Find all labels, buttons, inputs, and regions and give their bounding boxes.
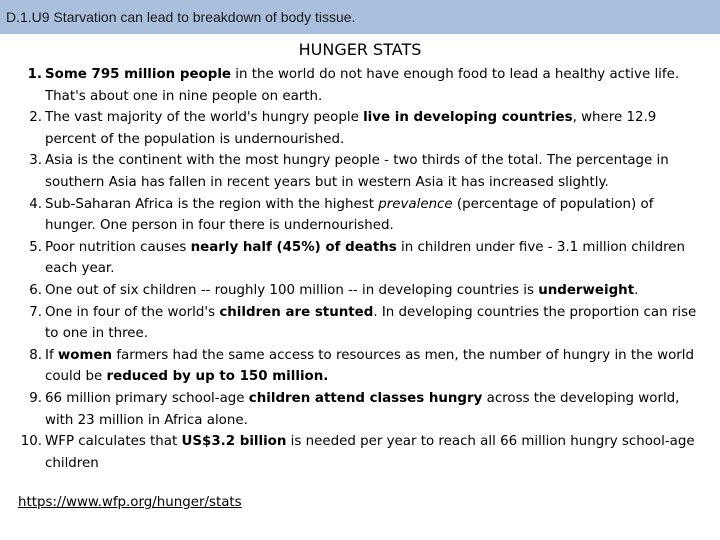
emphasis-text: women (57, 347, 113, 363)
body-text: . In developing countries the proportion can rise to one in three. (45, 304, 697, 342)
list-item-number: 2. (29, 110, 42, 126)
list-item-number: 1. (27, 67, 42, 82)
list-item (18, 150, 708, 193)
body-text: The vast majority of the world's hungry people (45, 110, 364, 126)
list-item-number: 6. (29, 282, 42, 298)
list-item (18, 107, 708, 150)
body-text: Sub-Saharan Africa is the region with the highest (45, 196, 379, 212)
body-text: 66 million primary school-age (45, 390, 249, 406)
list-item (18, 64, 708, 107)
header-bar (0, 0, 720, 34)
body-text: Asia is the continent with the most hungry people - two thirds of the total. The percentage in southern Asia has fallen in recent years but in western Asia it has increased slightly. (45, 153, 669, 190)
list-item-number: 3. (29, 153, 42, 169)
body-text: (percentage of population) of hunger. One person in four there is undernourished. (45, 196, 654, 234)
list-item (18, 280, 708, 302)
list-item (18, 302, 708, 345)
list-item (18, 431, 708, 474)
emphasis-text: children are stunted (219, 304, 374, 320)
italic-text: prevalence (378, 196, 453, 212)
emphasis-text: children attend classes hungry (248, 390, 483, 406)
list-item-text (45, 153, 669, 190)
emphasis-text: live in developing countries (363, 110, 573, 126)
body-text: is needed per year to reach all 66 million hungry school-age children (45, 434, 695, 471)
list-item-text (45, 348, 694, 385)
list-item-text (45, 240, 685, 277)
body-text: . (634, 282, 639, 298)
body-text: farmers had the same access to resources as men, the number of hungry in the world could be (45, 347, 695, 385)
list-item-number: 9. (29, 390, 42, 406)
list-item (18, 194, 708, 237)
list-item-text (45, 391, 679, 428)
list-item-number: 5. (29, 239, 42, 255)
slide-header: D.1.U9 Starvation can lead to breakdown of body tissue. (6, 9, 356, 25)
body-text: , where 12.9 percent of the population is undernourished. (45, 110, 657, 147)
list-item (18, 388, 708, 431)
emphasis-text: US$3.2 billion (181, 434, 287, 450)
list-item-text (45, 110, 656, 147)
source-link[interactable]: https://www.wfp.org/hunger/stats (18, 495, 242, 510)
emphasis-text: reduced by up to 150 million. (106, 369, 329, 385)
list-item-number: 7. (29, 304, 42, 320)
body-text: WFP calculates that (45, 434, 182, 450)
list-item-text (45, 283, 638, 298)
list-item-text (45, 197, 653, 234)
stats-list (18, 64, 708, 474)
body-text: One out of six children -- roughly 100 million -- in developing countries is (45, 282, 539, 298)
list-item (18, 345, 708, 388)
emphasis-text: Some 795 million people (45, 67, 231, 82)
emphasis-text: underweight (538, 282, 635, 298)
list-item-number: 4. (29, 196, 42, 212)
body-text: If (45, 347, 58, 363)
list-item-text (45, 434, 695, 471)
list-item-text (45, 305, 696, 342)
body-text: One in four of the world's (45, 304, 220, 320)
list-item-text (45, 67, 679, 104)
list-item (18, 237, 708, 280)
page-title: HUNGER STATS (298, 40, 422, 59)
body-text: Poor nutrition causes (45, 239, 191, 255)
body-text: in children under five - 3.1 million children each year. (45, 239, 686, 277)
list-item-number: 8. (29, 347, 42, 363)
emphasis-text: nearly half (45%) of deaths (190, 239, 397, 255)
list-item-number: 10. (20, 434, 42, 450)
body-text: in the world do not have enough food to lead a healthy active life. That's about one in nine people on earth. (45, 67, 680, 104)
body-text: across the developing world, with 23 million in Africa alone. (45, 390, 680, 428)
